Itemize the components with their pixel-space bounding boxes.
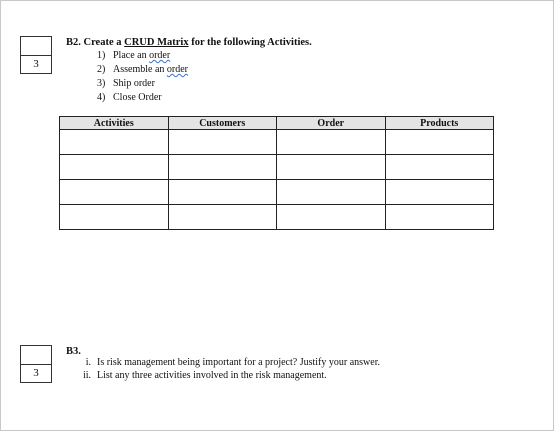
- column-header-customers: Customers: [168, 117, 277, 130]
- table-row: [60, 130, 494, 155]
- b3-marks-blank: [21, 346, 51, 365]
- b3-item-number: ii.: [82, 370, 91, 381]
- b3-item: [73, 356, 380, 369]
- table-cell[interactable]: [385, 130, 494, 155]
- table-cell[interactable]: [168, 180, 277, 205]
- b3-item-list: [73, 356, 380, 382]
- table-cell[interactable]: [385, 155, 494, 180]
- table-cell[interactable]: [277, 205, 386, 230]
- activity-text: Assemble an: [113, 64, 167, 75]
- activity-text: Ship order: [113, 78, 155, 89]
- b3-item: [73, 369, 380, 382]
- activity-number: 1): [97, 50, 106, 61]
- column-header-order: Order: [277, 117, 386, 130]
- table-cell[interactable]: [60, 130, 169, 155]
- table-cell[interactable]: [60, 155, 169, 180]
- activity-item: [97, 91, 188, 105]
- table-cell[interactable]: [385, 205, 494, 230]
- spellcheck-flagged-word: order: [166, 64, 188, 75]
- table-row: [60, 205, 494, 230]
- column-header-products: Products: [385, 117, 494, 130]
- b2-heading-term: CRUD Matrix: [124, 37, 189, 48]
- b2-marks-box: [20, 36, 52, 74]
- b2-heading-suffix: for the following Activities.: [188, 37, 312, 48]
- b2-marks-blank: [21, 37, 51, 56]
- table-header-row: [60, 117, 494, 130]
- table-cell[interactable]: [277, 155, 386, 180]
- activity-text: Place an: [113, 50, 150, 61]
- table-cell[interactable]: [277, 130, 386, 155]
- table-cell[interactable]: [60, 180, 169, 205]
- b3-marks-box: [20, 345, 52, 383]
- table-cell[interactable]: [385, 180, 494, 205]
- activity-item: [97, 49, 188, 63]
- table-row: [60, 155, 494, 180]
- activity-text: Close Order: [113, 92, 162, 103]
- spellcheck-flagged-word: order: [149, 50, 171, 61]
- table-cell[interactable]: [168, 130, 277, 155]
- table-cell[interactable]: [168, 205, 277, 230]
- b2-marks-value: 3: [33, 58, 39, 70]
- column-header-activities: Activities: [60, 117, 169, 130]
- b3-question-heading: B3.: [66, 346, 81, 357]
- b2-heading-prefix: B2. Create a: [66, 37, 125, 48]
- table-cell[interactable]: [60, 205, 169, 230]
- activity-number: 3): [97, 78, 106, 89]
- b3-marks-value: 3: [33, 367, 39, 379]
- activity-number: 4): [97, 92, 106, 103]
- b3-item-number: i.: [85, 357, 91, 368]
- b3-item-text: Is risk management being important for a project? Justify your answer.: [97, 357, 380, 368]
- b2-activity-list: [97, 49, 188, 105]
- crud-matrix-table: [59, 116, 494, 230]
- table-cell[interactable]: [277, 180, 386, 205]
- activity-number: 2): [97, 64, 106, 75]
- b3-item-text: List any three activities involved in the risk management.: [97, 370, 327, 381]
- table-cell[interactable]: [168, 155, 277, 180]
- activity-item: [97, 63, 188, 77]
- b2-question-heading: [66, 36, 312, 49]
- table-row: [60, 180, 494, 205]
- activity-item: [97, 77, 188, 91]
